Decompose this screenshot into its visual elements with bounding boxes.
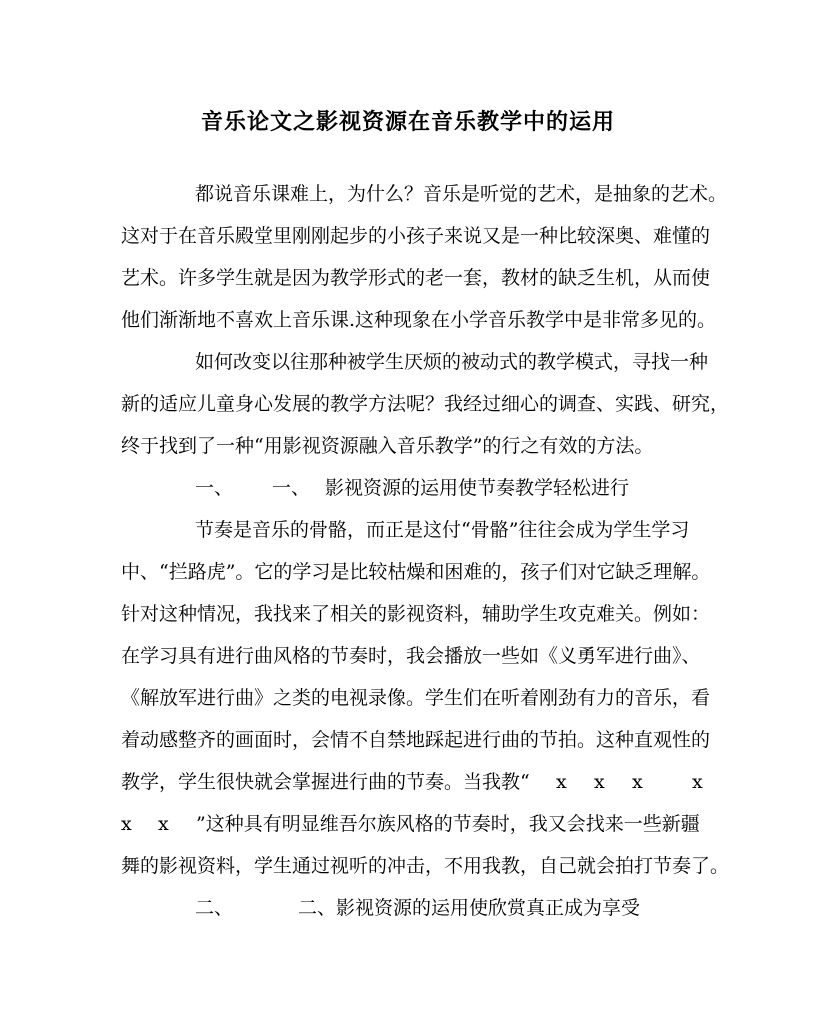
paragraph-3-rhythm-line-2 xyxy=(0,810,816,838)
rhythm-note-6: x xyxy=(158,813,169,835)
section-1-number: 一、 xyxy=(195,477,234,499)
document-title: 音乐论文之影视资源在音乐教学中的运用 xyxy=(200,109,615,135)
section-2-heading xyxy=(0,894,816,922)
section-1-sub-number: 一、 xyxy=(272,477,311,499)
paragraph-1-line-2: 这对于在音乐殿堂里刚刚起步的小孩子来说又是一种比较深奥、难懂的 xyxy=(121,225,711,247)
rhythm-note-1: x xyxy=(556,771,567,793)
paragraph-3-rhythm-line-1 xyxy=(0,768,816,796)
paragraph-1-line-3: 艺术。许多学生就是因为教学形式的老一套，教材的缺乏生机，从而使 xyxy=(121,267,711,289)
rhythm-note-4: x xyxy=(692,771,703,793)
paragraph-3-line-3: 针对这种情况，我找来了相关的影视资料，辅助学生攻克难关。例如： xyxy=(121,603,711,625)
section-1-title: 影视资源的运用使节奏教学轻松进行 xyxy=(325,477,630,499)
paragraph-2-line-1: 如何改变以往那种被学生厌烦的被动式的教学模式，寻找一种 xyxy=(195,351,709,373)
paragraph-3-line-4: 在学习具有进行曲风格的节奏时，我会播放一些如《义勇军进行曲》、 xyxy=(121,645,701,667)
paragraph-3-line-6: 着动感整齐的画面时，会情不自禁地踩起进行曲的节拍。这种直观性的 xyxy=(121,729,711,751)
rhythm-note-5: x xyxy=(121,813,132,835)
rhythm-suffix-text: ”这种具有明显维吾尔族风格的节奏时，我又会找来一些新疆 xyxy=(196,813,700,835)
section-1-heading xyxy=(0,474,816,502)
paragraph-2-line-2: 新的适应儿童身心发展的教学方法呢？我经过细心的调查、实践、研究， xyxy=(121,393,730,415)
paragraph-1-line-1: 都说音乐课难上，为什么？音乐是听觉的艺术，是抽象的艺术。 xyxy=(195,183,728,205)
paragraph-1-line-4: 他们渐渐地不喜欢上音乐课.这种现象在小学音乐教学中是非常多见的。 xyxy=(121,309,717,331)
paragraph-2-line-3: 终于找到了一种“用影视资源融入音乐教学”的行之有效的方法。 xyxy=(121,435,654,457)
paragraph-3-line-5: 《解放军进行曲》之类的电视录像。学生们在听着刚劲有力的音乐，看 xyxy=(121,687,711,709)
section-2-number: 二、 xyxy=(195,897,234,919)
rhythm-prefix-text: 教学，学生很快就会掌握进行曲的节奏。当我教“ xyxy=(121,771,530,793)
rhythm-note-3: x xyxy=(632,771,643,793)
paragraph-3-line-2: 中、“拦路虎”。它的学习是比较枯燥和困难的，孩子们对它缺乏理解。 xyxy=(121,561,711,583)
paragraph-3-line-1: 节奏是音乐的骨骼，而正是这付“骨骼”往往会成为学生学习 xyxy=(195,519,690,541)
rhythm-note-2: x xyxy=(594,771,605,793)
section-2-title: 二、影视资源的运用使欣赏真正成为享受 xyxy=(298,897,641,919)
paragraph-3-line-last: 舞的影视资料，学生通过视听的冲击，不用我教，自己就会拍打节奏了。 xyxy=(121,855,730,877)
